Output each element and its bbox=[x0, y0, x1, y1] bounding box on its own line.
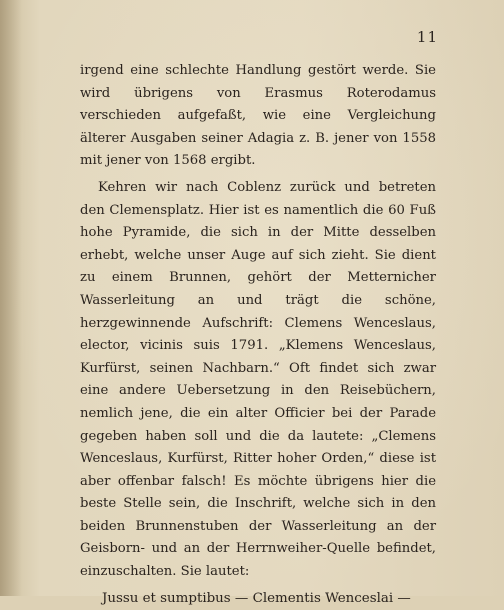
body-text bbox=[80, 60, 436, 610]
inscription-line: Jussu et sumptibus — Clementis Wenceslai — bbox=[102, 590, 411, 606]
page-number: 11 bbox=[416, 28, 438, 46]
gutter-shadow bbox=[0, 0, 22, 596]
paragraph-clemensplatz: Kehren wir nach Coblenz zurück und betreten den Clemensplatz. Hier ist es namentlich die 60 Fuß hohe Pyramide, die sich in der Mitte desselben erhebt, welche unser Auge auf sich zieht. Sie dient zu einem Brunnen, gehört der Metternicher Wasserleitung an und trägt die schöne, herzgewinnende Aufschrift: Clemens Wenceslaus, elector, vicinis suis 1791. „Klemens Wenceslaus, Kurfürst, seinen Nachbarn.“ Oft findet sich zwar eine andere Uebersetzung in den Reisebüchern, nemlich jene, die ein alter Officier bei der Parade gegeben haben soll und die da lautete: „Clemens Wenceslaus, Kurfürst, Ritter hoher Orden,“ diese ist aber offenbar falsch! Es möchte übrigens hier die beste Stelle sein, die Inschrift, welche sich in den beiden Brunnenstuben der Wasserleitung an der Geisborn- und an der Herrnweiher-Quelle befindet, einzuschalten. Sie lautet: bbox=[80, 179, 436, 580]
paragraph-continuation: irgend eine schlechte Handlung gestört werde. Sie wird übrigens von Erasmus Roterodamus verschieden aufgefaßt, wie eine Vergleichung älterer Ausgaben seiner Adagia z. B. jener von 1558 mit jener von 1568 ergibt. bbox=[80, 63, 436, 169]
